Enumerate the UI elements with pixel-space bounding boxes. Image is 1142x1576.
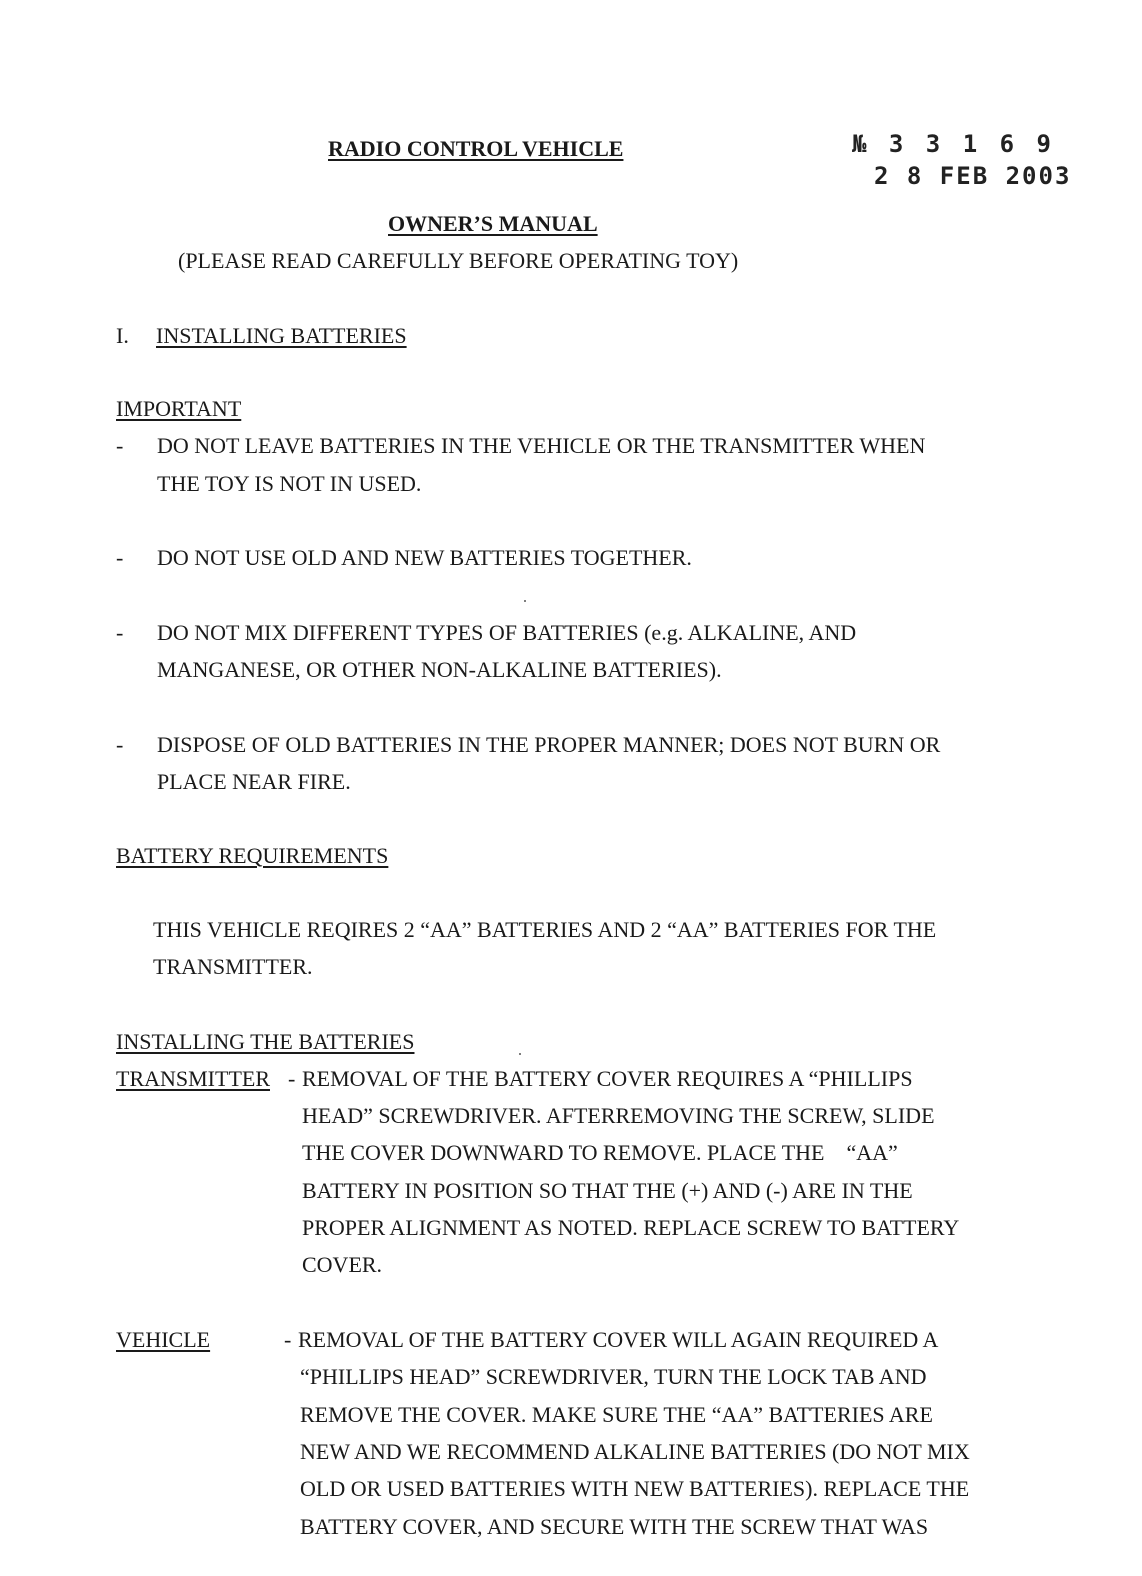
important-heading: IMPORTANT <box>116 396 242 421</box>
transmitter-line: PROPER ALIGNMENT AS NOTED. REPLACE SCREW TO BATTERY <box>302 1215 960 1240</box>
item-line: DO NOT USE OLD AND NEW BATTERIES TOGETHER. <box>157 545 692 570</box>
bullet-dash: - <box>116 620 124 645</box>
transmitter-line: HEAD” SCREWDRIVER. AFTERREMOVING THE SCREW, SLIDE <box>302 1103 935 1128</box>
section-title: INSTALLING BATTERIES <box>156 323 407 348</box>
vehicle-line: REMOVAL OF THE BATTERY COVER WILL AGAIN REQUIRED A <box>298 1327 939 1352</box>
vehicle-dash: - <box>284 1327 292 1352</box>
item-line: THE TOY IS NOT IN USED. <box>157 471 422 496</box>
reading-note: (PLEASE READ CAREFULLY BEFORE OPERATING TOY) <box>178 248 739 273</box>
transmitter-line: REMOVAL OF THE BATTERY COVER REQUIRES A “PHILLIPS <box>302 1066 913 1091</box>
vehicle-label: VEHICLE <box>116 1327 211 1352</box>
bullet-dash: - <box>116 433 124 458</box>
transmitter-label: TRANSMITTER <box>116 1066 270 1091</box>
section-number: I. <box>116 323 129 348</box>
requirements-heading: BATTERY REQUIREMENTS <box>116 843 389 868</box>
transmitter-line: BATTERY IN POSITION SO THAT THE (+) AND (-) ARE IN THE <box>302 1178 913 1203</box>
document-title: RADIO CONTROL VEHICLE <box>328 136 624 161</box>
item-line: DISPOSE OF OLD BATTERIES IN THE PROPER MANNER; DOES NOT BURN OR <box>157 732 941 757</box>
vehicle-line: BATTERY COVER, AND SECURE WITH THE SCREW THAT WAS <box>300 1514 929 1539</box>
requirements-line: TRANSMITTER. <box>153 954 313 979</box>
item-line: MANGANESE, OR OTHER NON-ALKALINE BATTERIES). <box>157 657 722 682</box>
bullet-dash: - <box>116 545 124 570</box>
document-subtitle: OWNER’S MANUAL <box>388 211 598 236</box>
vehicle-line: “PHILLIPS HEAD” SCREWDRIVER, TURN THE LOCK TAB AND <box>300 1364 927 1389</box>
transmitter-line: THE COVER DOWNWARD TO REMOVE. PLACE THE “AA” <box>302 1140 898 1165</box>
stamp-date: 2 8 FEB 2003 <box>874 162 1072 190</box>
item-line: PLACE NEAR FIRE. <box>157 769 351 794</box>
bullet-dash: - <box>116 732 124 757</box>
item-line: DO NOT LEAVE BATTERIES IN THE VEHICLE OR THE TRANSMITTER WHEN <box>157 433 926 458</box>
item-line: DO NOT MIX DIFFERENT TYPES OF BATTERIES (e.g. ALKALINE, AND <box>157 620 857 645</box>
transmitter-dash: - <box>288 1066 296 1091</box>
vehicle-line: OLD OR USED BATTERIES WITH NEW BATTERIES). REPLACE THE <box>300 1476 970 1501</box>
transmitter-line: COVER. <box>302 1252 383 1277</box>
scan-speck <box>519 1053 521 1055</box>
requirements-line: THIS VEHICLE REQIRES 2 “AA” BATTERIES AND 2 “AA” BATTERIES FOR THE <box>153 917 937 942</box>
installing-heading: INSTALLING THE BATTERIES <box>116 1029 415 1054</box>
stamp-number: № 3 3 1 6 9 <box>852 130 1055 158</box>
vehicle-line: REMOVE THE COVER. MAKE SURE THE “AA” BATTERIES ARE <box>300 1402 933 1427</box>
vehicle-line: NEW AND WE RECOMMEND ALKALINE BATTERIES (DO NOT MIX <box>300 1439 970 1464</box>
scan-speck <box>524 600 526 602</box>
